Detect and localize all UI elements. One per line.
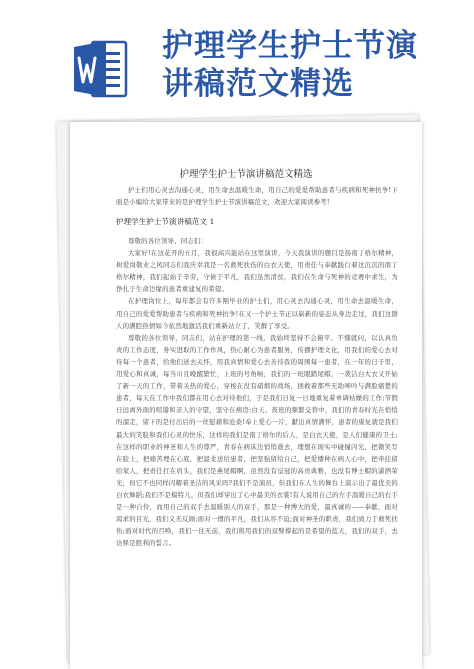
body-text	[116, 235, 398, 549]
section-subheading: 护理学生护士节演讲稿范文 1	[116, 217, 215, 226]
body-paragraph: 尊敬的各位领导、同志们：	[128, 237, 208, 245]
document-heading: 护理学生护士节演讲稿范文精选	[179, 169, 313, 180]
header-banner	[0, 0, 474, 125]
intro-paragraph: 护士们用心灵去沟通心灵，用生命去温暖生命，用自己的爱爱帮助患者与疾病和死神抗争!下面是小编给大家带来的是护理学生护士节演讲稿范文，欢迎大家阅读参考!	[116, 186, 398, 207]
body-paragraph: 尊敬的各位领导，同志们，站在护理的第一线，我始终坚持不会俯平、不懂就问，以认真负责的工作态度，务实进取的工作作风，热心耐心为患者服务，传播护理文化，用我们的爱心去对待每一个患者，给他们送去关怀，用我真情和爱心去善待我的周围每一患者，在一年的日子里，用爱心和真诚，每当川且晚醒繁忙，上班的号角响，我们的一班眼踏尾帽，一袭洁白大衣又开始了新一天的工作，带着关热的爱心，穿梭在没有硝烟的战场，拯救着那些无助呻吟与满脸痛楚的患者，每天在工作中我们都在用心去对待他们，于是我们日复一日地重复着单调枯燥的工作;节假日远离外面的喧嚣和亲人的守望，坚守在病房;白天、夜班的频繁交替中，我们的青春时光在悄悄的溜走，留下的是付出后的一丝慰藉和沧桑!奉上爱心一片，献出真情满怀，患者的康复就是我们最大的笑脸和我们心灵的快乐，这样的我们是南丁格尔的后人，是白衣天使，是人们健康的卫士;在这样的职业的神圣和人生的尊严，青春在病床边悄悄逝去，理想在现实中碰撞闪光，把微笑写在脸上，把痛苦埋在心底，把温柔送给患者，把坚强留给自己，把爱播种在病人心中，把牵挂留给家人，把责任扛在肩头，我们是燕尾帽啊，虽然没有皇冠的高贵典雅，也没有博士帽的潇洒荣光，但它不也同样闪耀着圣洁的风采吗?我们不是演员，但我们在人生的舞台上演示出了最优美的白衣舞蹈;我们不是模特儿，但我们却穿出了心中最美的衣裳!有人说用自己的左手温暖自己的右手是一种自怜，而用自己的双手去温暖别人的双手，那是一种博大的爱，最真诚的——奉献，面对渴求的目光，我们义无反顾;面对一惯的平凡，我们从容不迫;面对神圣的职责，我们致力于救死扶伤;面对时代的召唤，我们一往无前，我们将用我们的双臂撑起的是希望的蓝天，我们的双手，去诠释是胜利的誓言。	[116, 333, 398, 548]
body-paragraph: 大家好!在这花开的五月，我很高兴能站在这里演讲，今天我演讲的题目是扬南丁格尔精神，树爱岗敬业之风同志们我庆幸我是一名救死扶伤的白衣天使，用责任与奉献践行着这沉沉的南丁格尔精神，我们起始于辛劳，守候于平凡，我们虽然清贫，我们在生命与死神的竞赛中求生，为挣扎于生命边缘的患者重建复的希望。	[116, 249, 398, 294]
document-page	[70, 122, 422, 669]
word-document-icon	[74, 38, 128, 100]
body-paragraph: 在护理岗位上，每年都会有许多刚毕业的护士们，用心灵去沟通心灵，用生命去温暖生命，用自己的爱爱帮助患者与疾病和死神抗争!在又一个护士节正以崭新的姿态从身边走过，我们这群人的满腔热情如今依然地激活我们重新站立了，笑醉了享受。	[116, 297, 398, 330]
title-line-2: 讲稿范文精选	[162, 66, 354, 102]
title-line-1: 护理学生护士节演	[162, 28, 418, 64]
